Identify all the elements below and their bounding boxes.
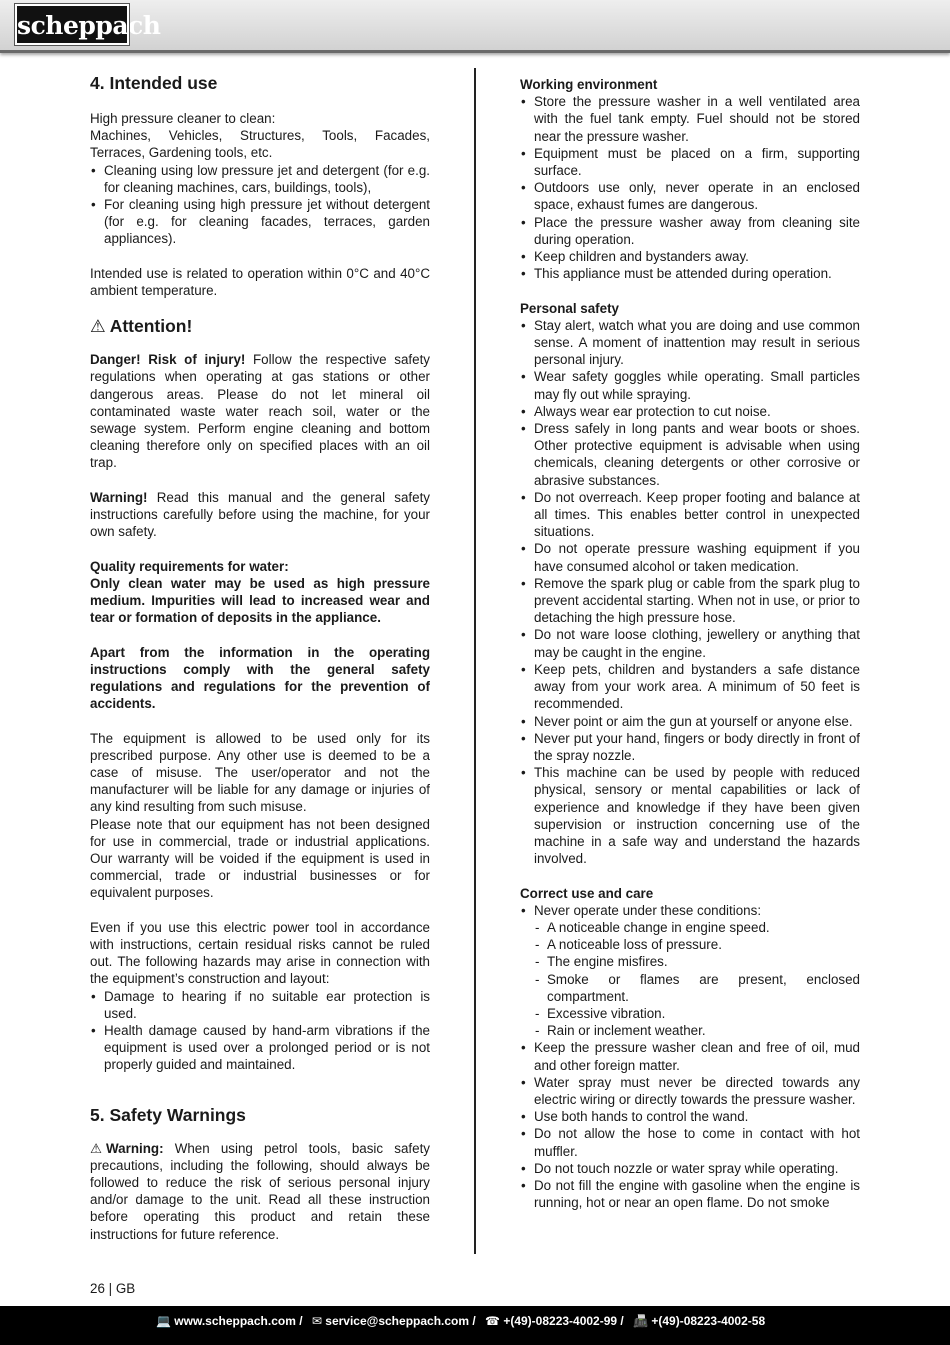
safety-text: When using petrol tools, basic safety precautions, including the following, should always be followed to reduce the risk of serious personal injury and/or damage to the unit. Read all these instruction before operating this product and retain these instructions for future reference. [90, 1140, 430, 1242]
column-divider [474, 68, 476, 1254]
warning-lead: Warning! [90, 489, 148, 505]
footer-website: 💻 www.scheppach.com / [156, 1314, 303, 1328]
footer-fax: 📠 +(49)-08223-4002-58 [633, 1314, 766, 1328]
environment-list [520, 93, 860, 282]
warning-triangle-icon: ⚠ [90, 1140, 103, 1156]
section-title-safety-warnings: 5. Safety Warnings [90, 1104, 246, 1125]
list-item: • Do not ware loose clothing, jewellery or anything that may be caught in the engine. [520, 626, 860, 660]
sub-list-item: - Rain or inclement weather. [520, 1022, 860, 1039]
danger-text: Follow the respective safety regulations when operating at gas stations or other dangerous areas. Please do not let mineral oil contaminated waste water reach soil, water or the sewage system. Perform engine cleaning and bottom cleaning therefore only on specified places with an oil trap. [90, 352, 430, 471]
right-column [520, 76, 860, 1211]
safety-paragraph [90, 1140, 430, 1243]
sub-list-item: - Excessive vibration. [520, 1005, 860, 1022]
sub-list-item: - A noticeable loss of pressure. [520, 936, 860, 953]
hazard-list [90, 988, 430, 1074]
list-item: • Keep the pressure washer clean and free of oil, mud and other foreign matter. [520, 1039, 860, 1073]
danger-paragraph [90, 351, 430, 471]
commercial-note: Please note that our equipment has not been designed for use in commercial, trade or industrial applications. Our warranty will be voided if the equipment is used in commercial, trade or industrial businesses or for equivalent purposes. [90, 816, 430, 901]
personal-safety-list [520, 317, 860, 868]
page-header [0, 0, 950, 53]
list-item: • Never point or aim the gun at yourself or anyone else. [520, 713, 860, 730]
list-item: • For cleaning using high pressure jet without detergent (for e.g. for cleaning facades, terraces, garden appliances). [90, 196, 430, 248]
safety-lead: Warning: [106, 1140, 164, 1156]
list-item: • Never operate under these conditions: [520, 902, 860, 919]
intro-line: High pressure cleaner to clean: [90, 111, 276, 126]
intended-list [90, 162, 430, 248]
list-item: • Health damage caused by hand-arm vibrations if the equipment is used over a prolonged period or is not properly guided and maintained. [90, 1022, 430, 1074]
section-title-intended-use: 4. Intended use [90, 73, 218, 93]
list-item: • Do not fill the engine with gasoline when the engine is running, hot or near an open flame. Do not smoke [520, 1177, 860, 1211]
footer-phone: ☎ +(49)-08223-4002-99 / [485, 1314, 624, 1328]
list-item: • Cleaning using low pressure jet and detergent (for e.g. for cleaning machines, cars, buildings, tools), [90, 162, 430, 196]
list-item: • Do not allow the hose to come in contact with hot muffler. [520, 1125, 860, 1159]
sub-list-item: - A noticeable change in engine speed. [520, 919, 860, 936]
brand-logo: scheppach [15, 4, 129, 45]
working-environment-heading: Working environment [520, 77, 658, 92]
quality-heading: Quality requirements for water: [90, 558, 289, 574]
list-item: • Remove the spark plug or cable from the spark plug to prevent accidental starting. When not in use, or prior to detaching the high pressure hose. [520, 575, 860, 627]
danger-lead: Danger! Risk of injury! [90, 352, 246, 368]
list-item: • Store the pressure washer in a well ventilated area with the fuel tank empty. Fuel should not be stored near the pressure washer. [520, 93, 860, 145]
list-item: • Damage to hearing if no suitable ear protection is used. [90, 988, 430, 1022]
list-item: • Stay alert, watch what you are doing and use common sense. A moment of inattention may result in serious personal injury. [520, 317, 860, 369]
quality-text: Only clean water may be used as high pressure medium. Impurities will lead to increased wear and tear or formation of deposits in the appliance. [90, 575, 430, 626]
warning-triangle-icon: ⚠ [90, 316, 106, 337]
list-item: • Place the pressure washer away from cleaning site during operation. [520, 214, 860, 248]
list-item: • Do not operate pressure washing equipment if you have consumed alcohol or taken medication. [520, 540, 860, 574]
sub-list-item: - The engine misfires. [520, 953, 860, 970]
sub-list-item: - Smoke or flames are present, enclosed compartment. [520, 971, 860, 1005]
care-list [520, 902, 860, 1212]
list-item: • Keep children and bystanders away. [520, 248, 860, 265]
list-item: • Wear safety goggles while operating. Small particles may fly out while spraying. [520, 368, 860, 402]
apart-text: Apart from the information in the operating instructions comply with the general safety regulations and regulations for the prevention of accidents. [90, 644, 430, 712]
page-footer [0, 1306, 950, 1345]
left-column [90, 72, 430, 1243]
page-number: 26 | GB [90, 1281, 136, 1296]
list-item: • Dress safely in long pants and wear boots or shoes. Other protective equipment is advisable when using chemicals, cleaning detergents or other corrosive or abrasive substances. [520, 420, 860, 489]
personal-safety-heading: Personal safety [520, 300, 619, 316]
intro-objects: Machines, Vehicles, Structures, Tools, Facades, Terraces, Gardening tools, etc. [90, 128, 430, 161]
list-item: • Equipment must be placed on a firm, supporting surface. [520, 145, 860, 179]
temperature-note: Intended use is related to operation within 0°C and 40°C ambient temperature. [90, 265, 430, 299]
list-item: • This machine can be used by people with reduced physical, sensory or mental capabilities or lack of experience and knowledge if they have been given supervision or instruction concerning use of the machine in a safe way and understand the hazards involved. [520, 764, 860, 867]
list-item: • Keep pets, children and bystanders a safe distance away from your work area. A minimum of 50 feet is recommended. [520, 661, 860, 713]
attention-title: Attention! [109, 316, 193, 337]
list-item: • Water spray must never be directed towards any electric wiring or directly towards the pressure washer. [520, 1074, 860, 1108]
correct-use-heading: Correct use and care [520, 885, 654, 901]
list-item: • Do not overreach. Keep proper footing and balance at all times. This enables better control in unexpected situations. [520, 489, 860, 541]
list-item: • Do not touch nozzle or water spray while operating. [520, 1160, 860, 1177]
warning-text: Read this manual and the general safety instructions carefully before using the machine, for your own safety. [90, 489, 430, 540]
list-item: • Use both hands to control the wand. [520, 1108, 860, 1125]
list-item: • Always wear ear protection to cut noise. [520, 403, 860, 420]
list-item: • Outdoors use only, never operate in an enclosed space, exhaust fumes are dangerous. [520, 179, 860, 213]
footer-email: ✉ service@scheppach.com / [311, 1314, 476, 1328]
list-item: • Never put your hand, fingers or body directly in front of the spray nozzle. [520, 730, 860, 764]
attention-heading [90, 315, 430, 337]
residual-risk-text: Even if you use this electric power tool in accordance with instructions, certain residual risks cannot be ruled out. The following hazards may arise in connection with the equipment’s construction and layout: [90, 919, 430, 987]
allowed-use-text: The equipment is allowed to be used only for its prescribed purpose. Any other use is deemed to be a case of misuse. The user/operator and not the manufacturer will be liable for any damage or injuries of any kind resulting from such misuse. [90, 730, 430, 815]
list-item: • This appliance must be attended during operation. [520, 265, 860, 282]
warning-paragraph [90, 489, 430, 541]
